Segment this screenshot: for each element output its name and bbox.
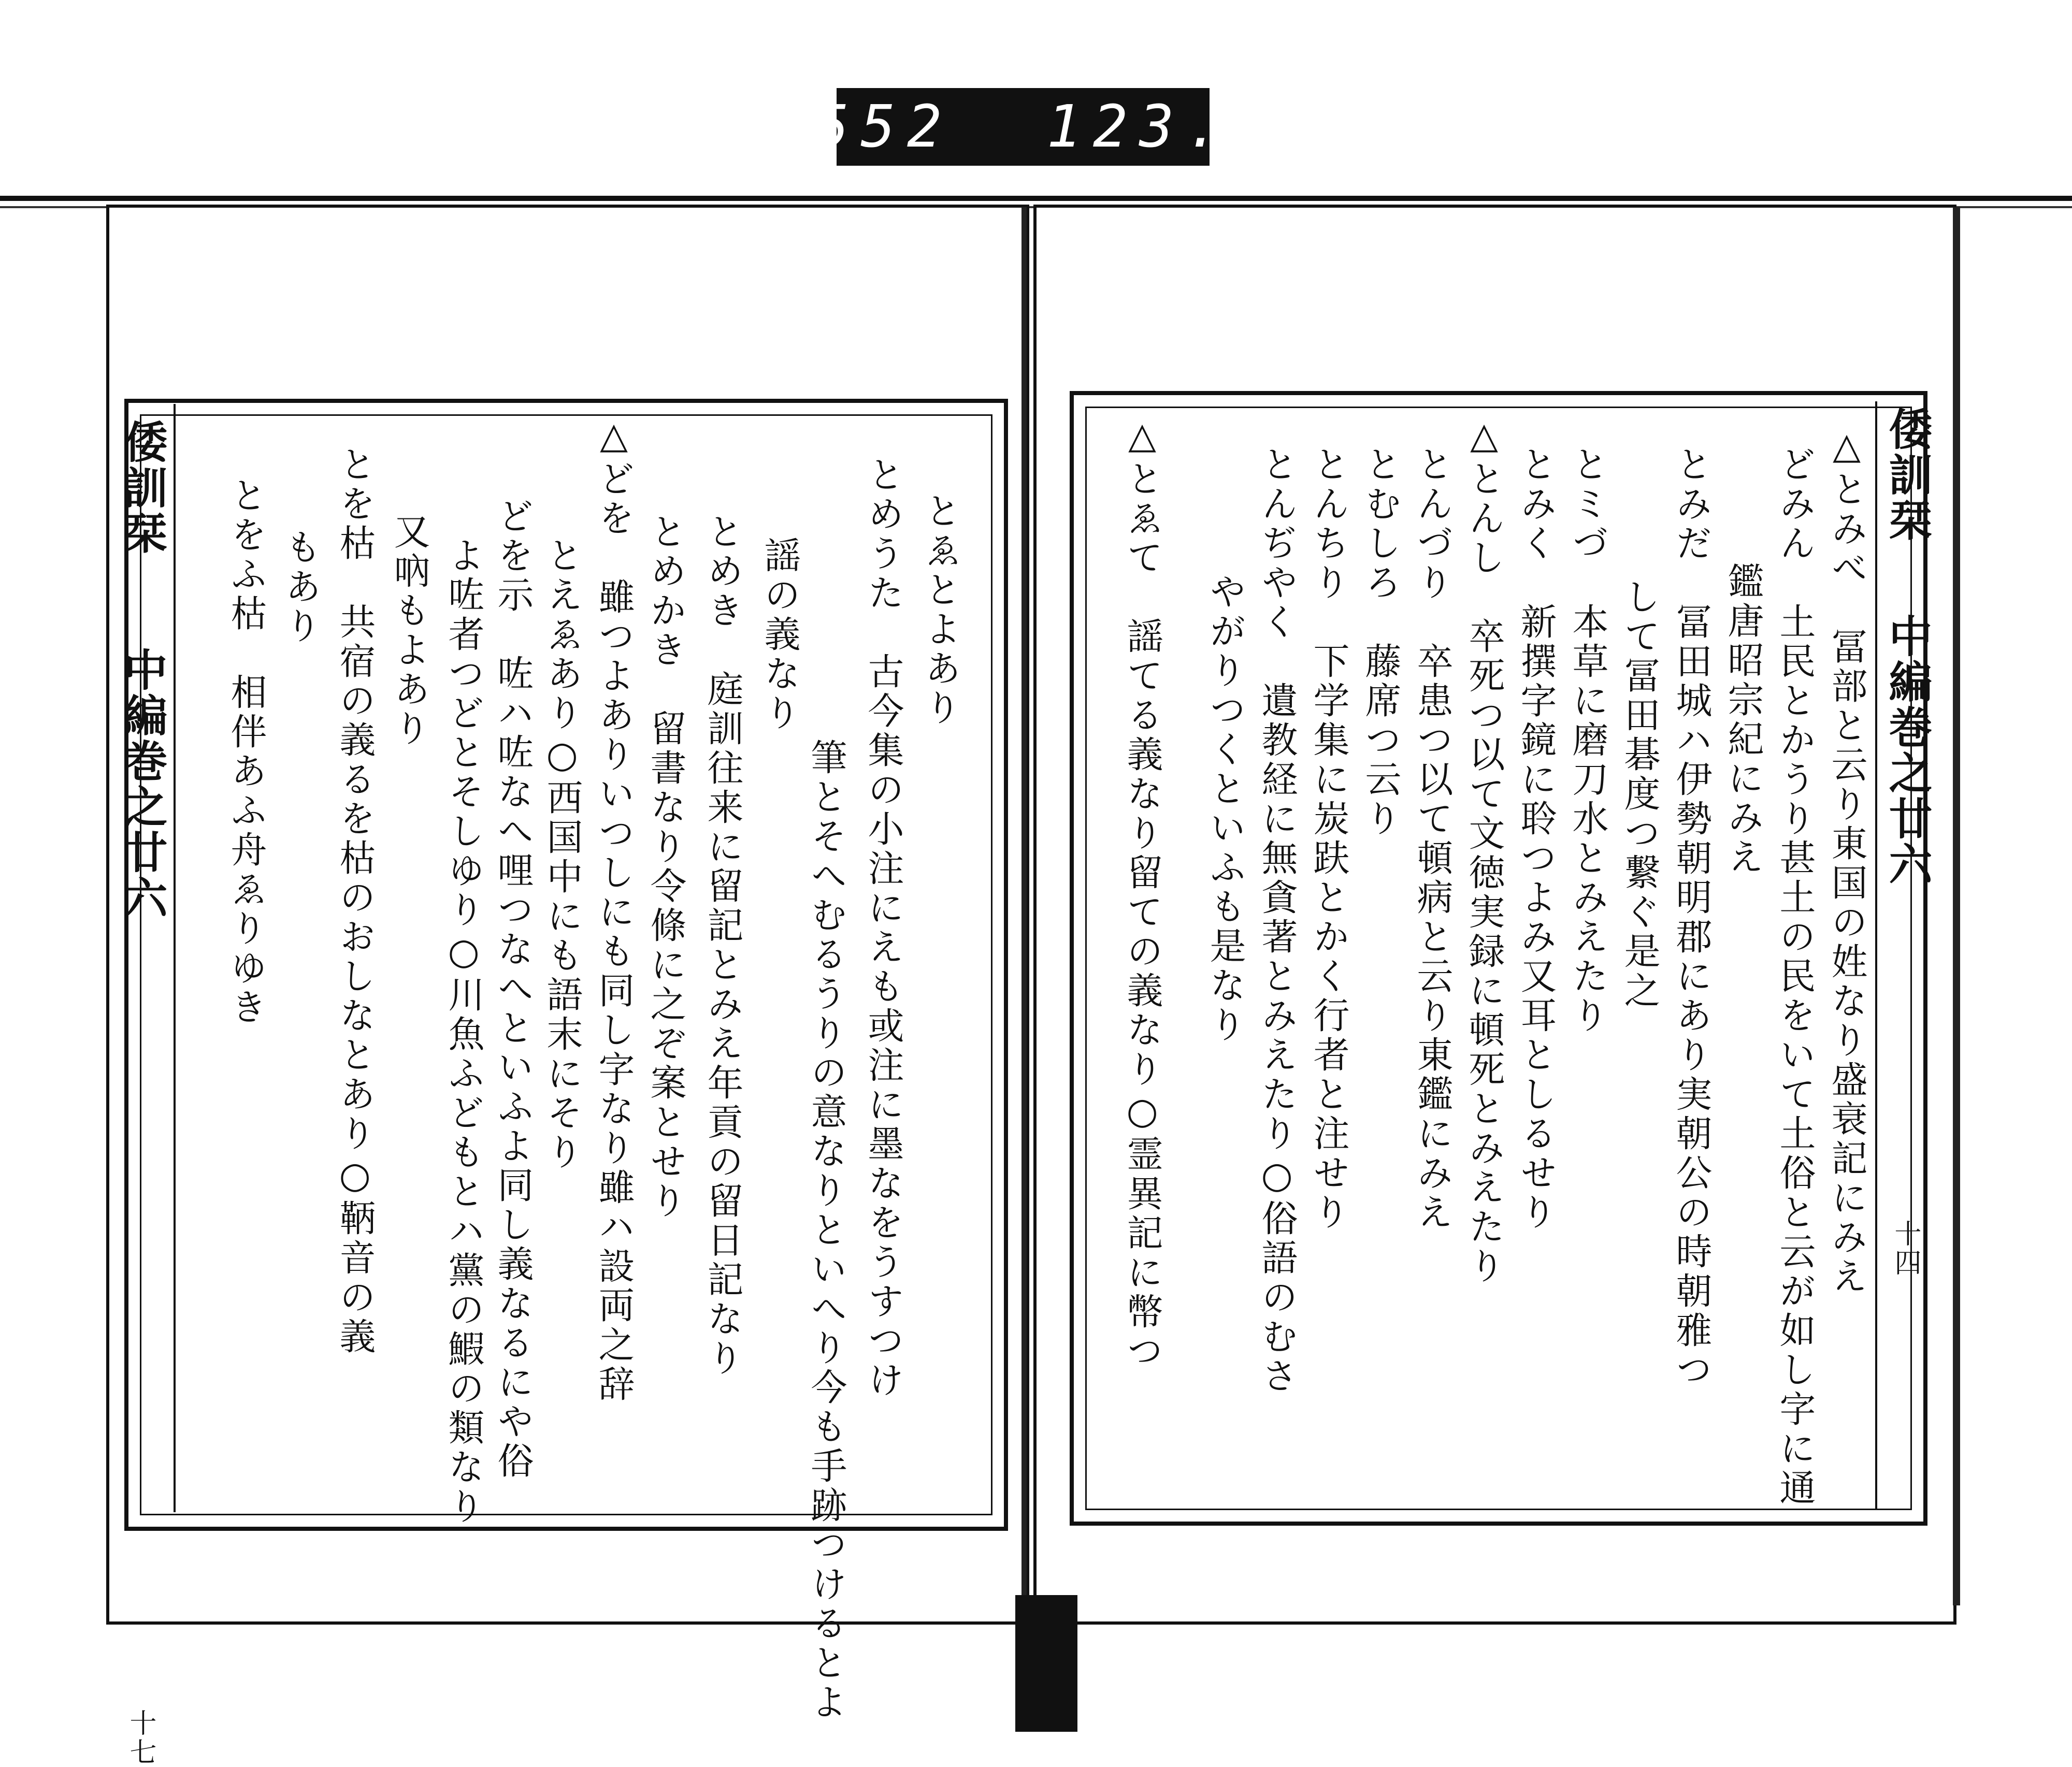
right-page-edge	[1953, 207, 1960, 1605]
gutter-line	[1021, 207, 1027, 1605]
right-hashira	[1875, 401, 1934, 1510]
left-col-3: 筆とそへむるうりの意なりといへり今も手跡つけるとよ	[805, 699, 847, 1722]
left-col-4: 謡の義なり	[758, 497, 801, 733]
left-hashira	[111, 404, 176, 1767]
right-col-5: して冨田碁度つ繋ぐ是之	[1618, 539, 1661, 1011]
catalog-right-number: 123.	[1046, 93, 1232, 161]
right-col-13: やがりつくといふも是なり	[1204, 533, 1246, 1045]
left-col-7: △どを 雖つよありいつしにも同し字なり雖ハ設両之辞	[593, 414, 635, 1404]
left-col-8: とえゑあり○西国中にも語末にそり	[541, 497, 583, 1172]
left-col-5: とめき 庭訓往来に留記とみえ年貢の留日記なり	[701, 513, 744, 1379]
right-page-marker: 十四	[1890, 1220, 1921, 1278]
right-col-12: とんぢやく 遺教経に無貪著とみえたり○俗語のむさ	[1256, 445, 1298, 1396]
left-col-12: とを枯 共宿の義るを枯のおしなとあり○鞆音の義	[334, 445, 376, 1357]
catalog-number-label	[814, 88, 1232, 166]
left-col-2: とめうた 古今集の小注にえも或注に墨なをうすつけ	[862, 456, 904, 1400]
left-col-10: よ咗者つどとそしゆり○川魚ふどもとハ黨の鰕の類なり	[442, 497, 485, 1527]
right-col-6: とミづ 本草に磨刀水とみえたり	[1566, 445, 1609, 1036]
top-rule	[0, 196, 2072, 201]
left-col-9: どを示 咗ハ咗なへ哩つなへといふよ同し義なるにや俗	[492, 497, 534, 1481]
left-page-marker: 十七	[125, 1709, 156, 1767]
left-hashira-section: 中編巻之廿六	[117, 647, 168, 921]
right-hashira-section: 中編巻之廿六	[1882, 614, 1933, 887]
right-col-7: とみく 新撰字鏡に聆つよみ又耳としるせり	[1515, 445, 1557, 1233]
left-col-13: もあり	[279, 528, 322, 646]
left-col-1: とゑとよあり	[919, 492, 961, 728]
right-col-8: △とんし 卒死つ以て文徳実録に頓死とみえたり	[1463, 414, 1505, 1286]
right-col-3: 鑑唐昭宗紀にみえ	[1722, 523, 1764, 877]
catalog-left-number: 552	[814, 93, 954, 161]
right-col-4: とみだ 冨田城ハ伊勢朝明郡にあり実朝公の時朝雅つ	[1670, 445, 1713, 1390]
left-hashira-title: 倭訓栞	[117, 419, 168, 556]
left-col-6: とめかき 留書なり令條に之ぞ案とせり	[644, 513, 687, 1221]
left-col-14: とをふ枯 相伴あふ舟ゑりゆき	[225, 476, 267, 1027]
right-col-2: どみん 土民とかうり甚土の民をいて土俗と云が如し字に通	[1774, 445, 1816, 1508]
right-col-10: とむしろ 藤席つ云り	[1359, 445, 1402, 839]
right-col-9: とんづり 卒患つ以て頓病と云り東鑑にみえ	[1411, 445, 1454, 1233]
right-hashira-title: 倭訓栞	[1882, 407, 1933, 543]
right-col-1: △とみべ 冨部と云り東国の姓なり盛衰記にみえ	[1825, 425, 1868, 1297]
binding-shadow	[1015, 1595, 1077, 1732]
right-col-14: △とゑて 謡てる義なり留ての義なり○霊異記に幣つ	[1121, 414, 1163, 1371]
right-col-11: とんちり 下学集に炭趺とかく行者と注せり	[1307, 445, 1350, 1233]
left-col-11: 又吶もよあり	[388, 513, 430, 749]
